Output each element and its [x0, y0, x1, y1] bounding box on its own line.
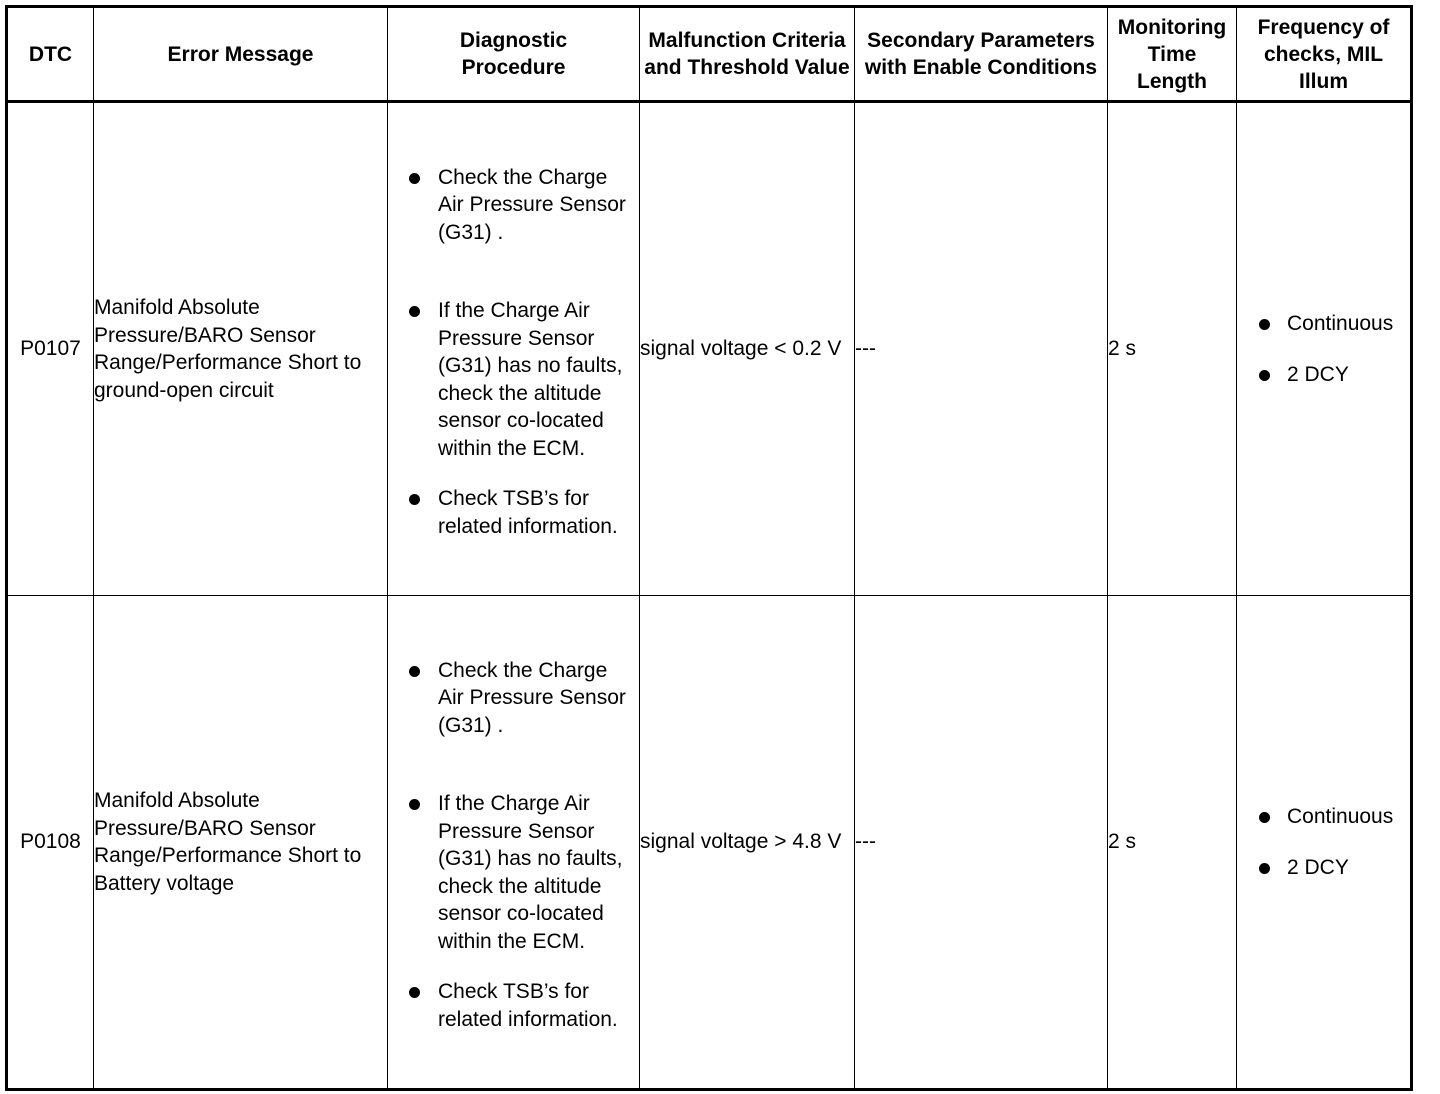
frequency-list [1237, 803, 1410, 881]
table-header [7, 7, 1412, 102]
frequency-item [1237, 854, 1410, 882]
frequency-item [1237, 803, 1410, 831]
header-error-message: Error Message [94, 7, 388, 102]
procedure-step-text: Check the Charge Air Pressure Sensor (G31) . [438, 165, 626, 244]
header-row [7, 7, 1412, 102]
bullet-icon [409, 987, 420, 998]
procedure-step [388, 297, 639, 462]
bullet-icon [409, 799, 420, 810]
procedure-step [388, 978, 639, 1033]
diagnostic-procedure [388, 102, 640, 596]
bullet-icon [409, 306, 420, 317]
bullet-icon [409, 666, 420, 677]
procedure-list [388, 158, 639, 541]
frequency [1237, 102, 1412, 596]
malfunction-criteria: signal voltage > 4.8 V [640, 596, 855, 1090]
procedure-step [388, 485, 639, 540]
bullet-icon [1259, 863, 1270, 874]
dtc-table [5, 5, 1413, 1091]
bullet-icon [1259, 319, 1270, 330]
procedure-list [388, 651, 639, 1034]
procedure-step-text: Check the Charge Air Pressure Sensor (G31) . [438, 658, 626, 737]
frequency-item-text: Continuous [1287, 805, 1394, 828]
frequency-item-text: Continuous [1287, 312, 1394, 335]
dtc-code: P0107 [7, 102, 94, 596]
secondary-parameters: --- [855, 102, 1108, 596]
diagnostic-procedure [388, 596, 640, 1090]
error-message: Manifold Absolute Pressure/BARO Sensor Range/Performance Short to ground-open circuit [94, 102, 388, 596]
table-row [7, 102, 1412, 596]
bullet-icon [409, 494, 420, 505]
procedure-step-text: If the Charge Air Pressure Sensor (G31) has no faults, check the altitude sensor co-located within the ECM. [438, 299, 623, 460]
procedure-step-text: If the Charge Air Pressure Sensor (G31) has no faults, check the altitude sensor co-located within the ECM. [438, 792, 623, 953]
frequency-item-text: 2 DCY [1287, 855, 1349, 879]
secondary-parameters: --- [855, 596, 1108, 1090]
malfunction-criteria: signal voltage < 0.2 V [640, 102, 855, 596]
header-frequency: Frequency of checks, MIL Illum [1237, 7, 1412, 102]
procedure-step [388, 164, 639, 247]
dtc-code: P0108 [7, 596, 94, 1090]
procedure-step-text: Check TSB’s for related information. [438, 487, 618, 538]
bullet-icon [1259, 812, 1270, 823]
bullet-icon [1259, 370, 1270, 381]
monitoring-time: 2 s [1108, 596, 1237, 1090]
frequency-list [1237, 310, 1410, 388]
table-body [7, 102, 1412, 1090]
header-secondary-parameters: Secondary Parameters with Enable Conditions [855, 7, 1108, 102]
table-row [7, 596, 1412, 1090]
frequency-item-text: 2 DCY [1287, 362, 1349, 386]
header-malfunction-criteria: Malfunction Criteria and Threshold Value [640, 7, 855, 102]
procedure-step [388, 657, 639, 740]
header-diagnostic-procedure: Diagnostic Procedure [388, 7, 640, 102]
frequency-item [1237, 361, 1410, 389]
header-monitoring-time: Monitoring Time Length [1108, 7, 1237, 102]
frequency-item [1237, 310, 1410, 338]
procedure-step [388, 790, 639, 955]
header-dtc: DTC [7, 7, 94, 102]
procedure-step-text: Check TSB’s for related information. [438, 980, 618, 1031]
frequency [1237, 596, 1412, 1090]
bullet-icon [409, 173, 420, 184]
monitoring-time: 2 s [1108, 102, 1237, 596]
error-message: Manifold Absolute Pressure/BARO Sensor Range/Performance Short to Battery voltage [94, 596, 388, 1090]
